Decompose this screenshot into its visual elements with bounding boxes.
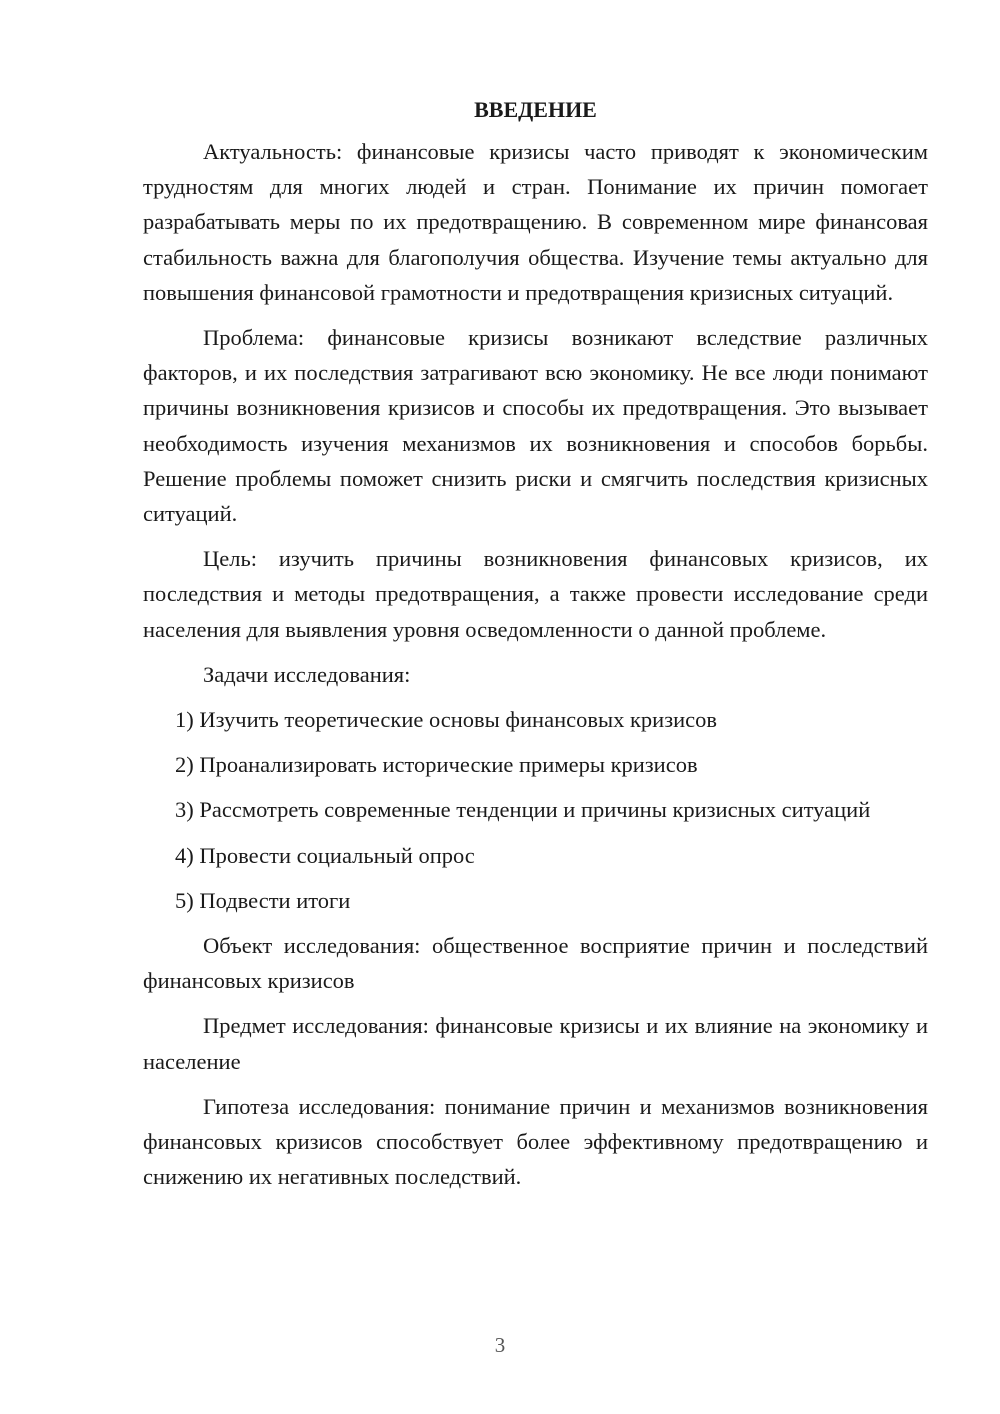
list-item: 3) Рассмотреть современные тенденции и причины кризисных ситуаций	[175, 797, 871, 823]
paragraph-goal: Цель: изучить причины возникновения финансовых кризисов, их последствия и методы предотвращения, а также провести исследование среди населения для выявления уровня осведомленности о данной проблеме.	[143, 546, 928, 642]
list-item: 1) Изучить теоретические основы финансовых кризисов	[175, 707, 717, 733]
page-content	[143, 92, 928, 1204]
paragraph-relevance: Актуальность: финансовые кризисы часто приводят к экономическим трудностям для многих людей и стран. Понимание их причин помогает разрабатывать меры по их предотвращению. В современном мире финансовая стабильность важна для благополучия общества. Изучение темы актуально для повышения финансовой грамотности и предотвращения кризисных ситуаций.	[143, 139, 928, 305]
page-number: 3	[494, 1333, 506, 1357]
list-item: 2) Проанализировать исторические примеры кризисов	[175, 752, 698, 778]
paragraph-hypothesis: Гипотеза исследования: понимание причин и механизмов возникновения финансовых кризисов способствует более эффективному предотвращению и снижению их негативных последствий.	[143, 1093, 928, 1190]
list-item: 5) Подвести итоги	[175, 887, 351, 913]
paragraph-tasks-heading: Задачи исследования:	[203, 661, 411, 687]
tasks-list	[143, 702, 928, 918]
page-title: ВВЕДЕНИЕ	[474, 97, 597, 122]
list-item: 4) Провести социальный опрос	[175, 842, 475, 868]
paragraph-problem: Проблема: финансовые кризисы возникают вследствие различных факторов, и их последствия затрагивают всю экономику. Не все люди понимают причины возникновения кризисов и способы их предотвращения. Это вызывает необходимость изучения механизмов их возникновения и способов борьбы. Решение проблемы поможет снизить риски и смягчить последствия кризисных ситуаций.	[143, 325, 928, 527]
paragraph-subject: Предмет исследования: финансовые кризисы и их влияние на экономику и население	[143, 1013, 928, 1074]
paragraph-object: Объект исследования: общественное восприятие причин и последствий финансовых кризисов	[143, 933, 928, 994]
